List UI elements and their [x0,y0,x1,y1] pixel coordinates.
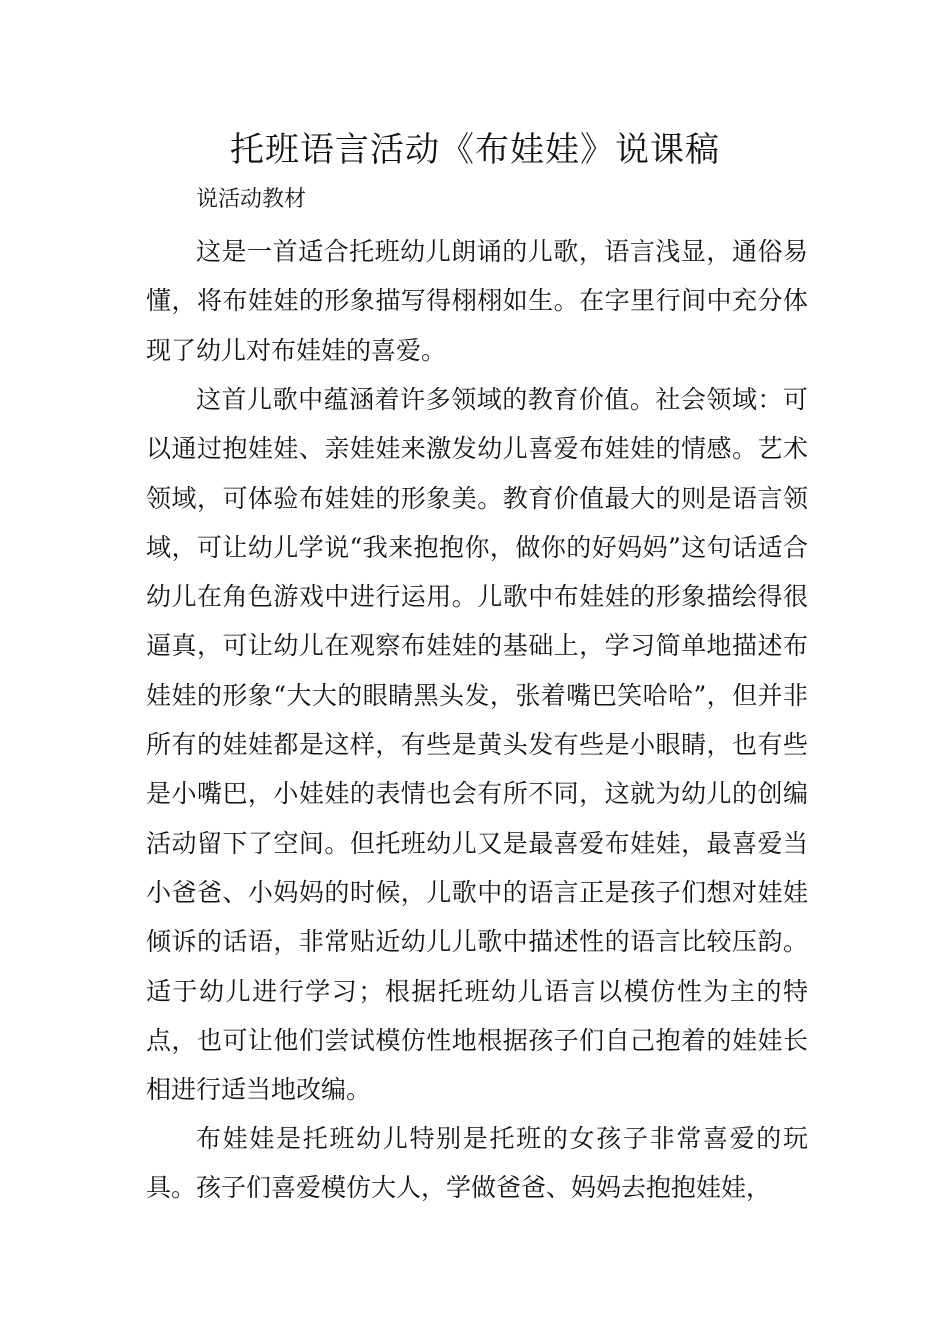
paragraph-2: 这首儿歌中蕴涵着许多领域的教育价值。社会领域：可以通过抱娃娃、亲娃娃来激发幼儿喜爱布娃娃的情感。艺术领域，可体验布娃娃的形象美。教育价值最大的则是语言领域，可让幼儿学说“我来抱抱你，做你的好妈妈”这句话适合幼儿在角色游戏中进行运用。儿歌中布娃娃的形象描绘得很逼真，可让幼儿在观察布娃娃的基础上，学习简单地描述布娃娃的形象“大大的眼睛黑头发，张着嘴巴笑哈哈”，但并非所有的娃娃都是这样，有些是黄头发有些是小眼睛，也有些是小嘴巴，小娃娃的表情也会有所不同，这就为幼儿的创编活动留下了空间。但托班幼儿又是最喜爱布娃娃，最喜爱当小爸爸、小妈妈的时候，儿歌中的语言正是孩子们想对娃娃倾诉的话语，非常贴近幼儿儿歌中描述性的语言比较压韵。适于幼儿进行学习；根据托班幼儿语言以模仿性为主的特点，也可让他们尝试模仿性地根据孩子们自己抱着的娃娃长相进行适当地改编。 [146,385,808,1105]
paragraph-3: 布娃娃是托班幼儿特别是托班的女孩子非常喜爱的玩具。孩子们喜爱模仿大人，学做爸爸、妈妈去抱抱娃娃， [146,1124,808,1203]
section-heading: 说活动教材 [196,187,307,212]
paragraph-1: 这是一首适合托班幼儿朗诵的儿歌，语言浅显，通俗易懂，将布娃娃的形象描写得栩栩如生。在字里行间中充分体现了幼儿对布娃娃的喜爱。 [146,237,808,365]
document-title: 托班语言活动《布娃娃》说课稿 [230,130,720,170]
